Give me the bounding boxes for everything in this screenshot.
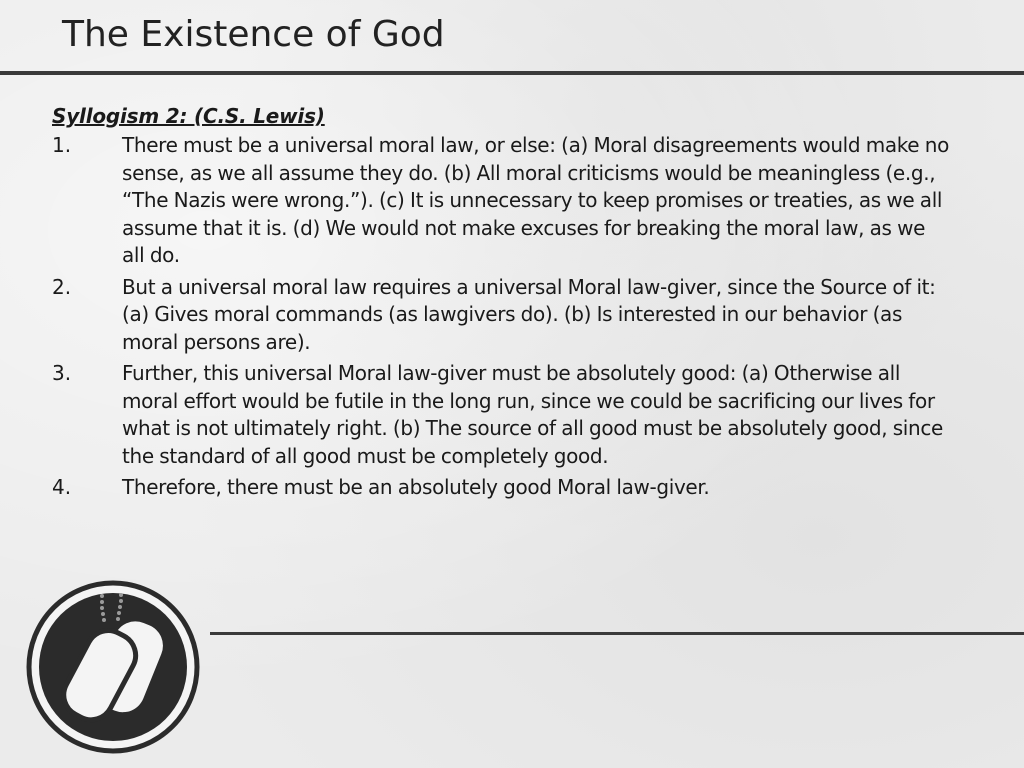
argument-point xyxy=(52,360,952,470)
point-number: 2. xyxy=(52,274,72,299)
argument-point xyxy=(52,132,952,270)
syllogism-heading: Syllogism 2: (C.S. Lewis) xyxy=(52,104,325,128)
title-divider xyxy=(0,71,1024,75)
argument-list xyxy=(52,132,952,502)
point-text: There must be a universal moral law, or else: (a) Moral disagreements would make no sense, as we all assume they do. (b) All moral criticisms would be meaningless (e.g., “The Nazis were wrong.”). (c) It is unnecessary to keep promises or treaties, as we all assume that it is. (d) We would not make excuses for breaking the moral law, as we all do. xyxy=(122,133,949,267)
point-number: 3. xyxy=(52,361,72,385)
point-text: But a universal moral law requires a universal Moral law-giver, since the Source of it: (a) Gives moral commands (as lawgivers do). (b) Is interested in our behavior (as moral persons are). xyxy=(122,274,936,354)
point-text: Therefore, there must be an absolutely good Moral law-giver. xyxy=(122,475,710,499)
slide-title: The Existence of God xyxy=(62,14,445,55)
slide-body xyxy=(52,104,952,506)
point-text: Further, this universal Moral law-giver must be absolutely good: (a) Otherwise all moral effort would be futile in the long run, since we could be sacrificing our lives for what is not ultimately right. (b) The source of all good must be absolutely good, since the standard of all good must be completely good. xyxy=(122,361,943,468)
argument-point xyxy=(52,474,952,502)
dog-tags-icon xyxy=(26,580,200,754)
footer-divider xyxy=(210,632,1024,635)
point-number: 4. xyxy=(52,475,72,499)
argument-point xyxy=(52,274,952,357)
point-number: 1. xyxy=(52,133,72,157)
